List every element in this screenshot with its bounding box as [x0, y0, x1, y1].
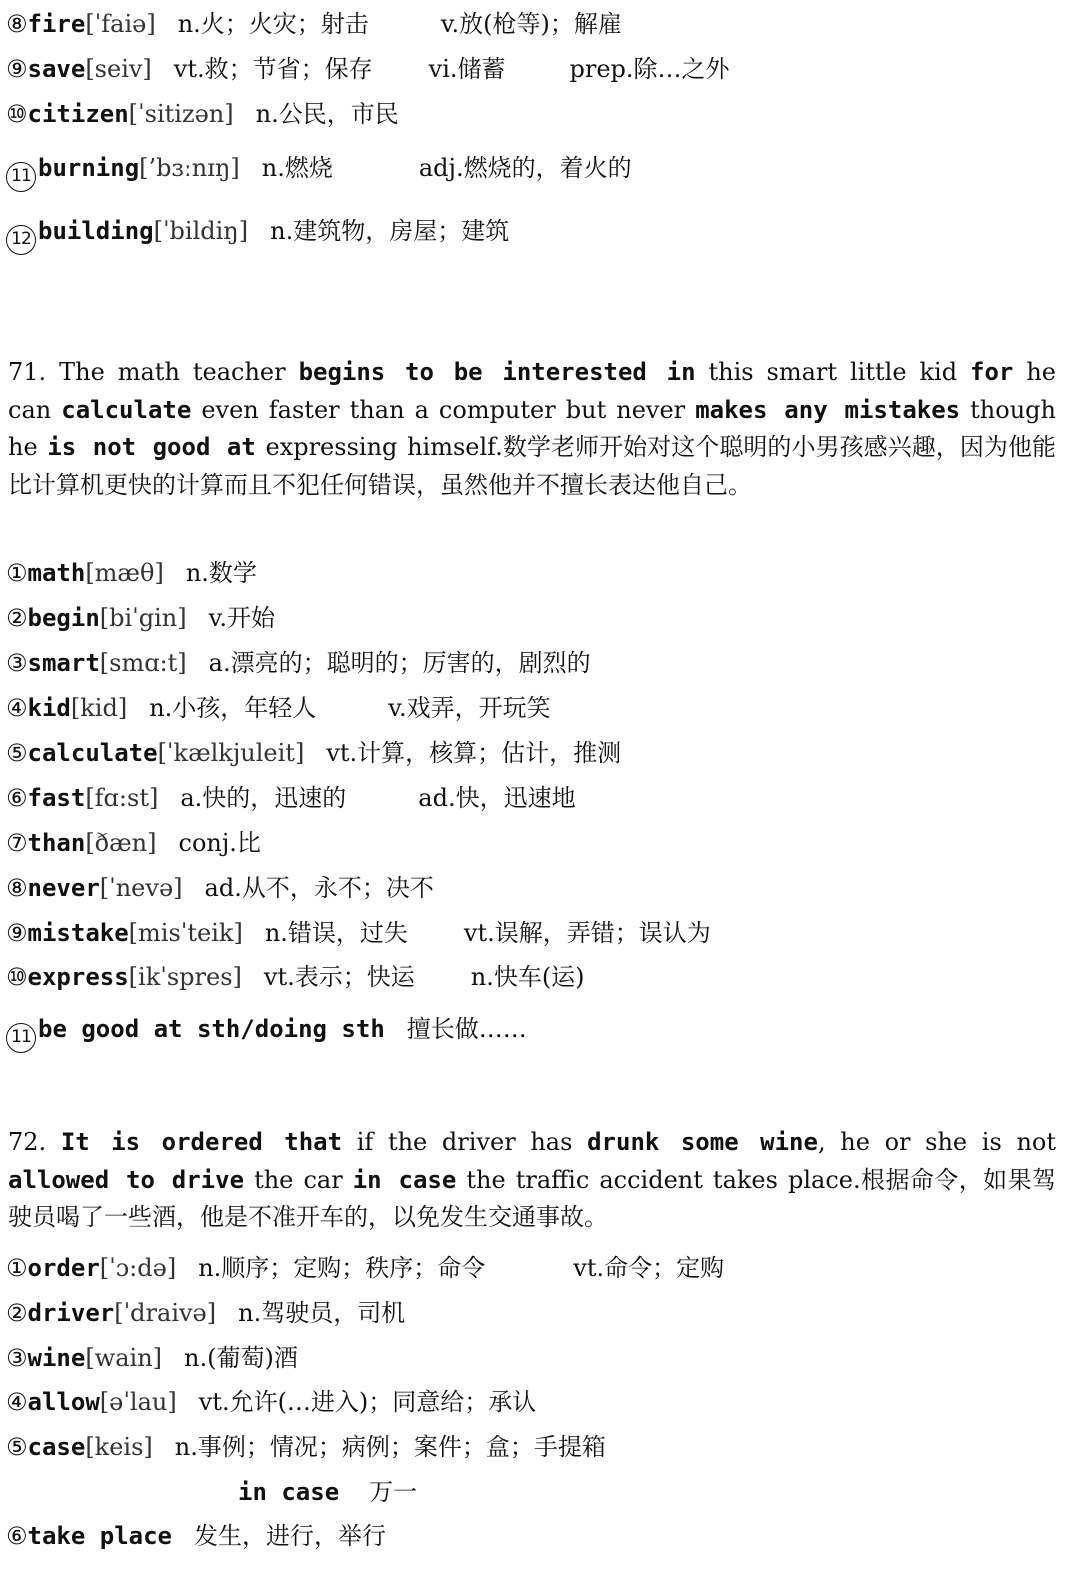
- entry-number: ②: [6, 1299, 28, 1327]
- vocab-entry: [6, 1521, 386, 1551]
- entry-number: ⑥: [6, 1522, 28, 1550]
- entry-word: mistake: [27, 919, 129, 947]
- vocab-entry: [6, 962, 585, 992]
- entry-word: fire: [27, 10, 86, 38]
- entry-number-circle: 11: [6, 162, 36, 192]
- entry-number: ⑨: [6, 55, 28, 83]
- entry-definition: v.放(枪等)；解雇: [440, 10, 622, 38]
- sentence-71: [8, 354, 1056, 504]
- key-phrase: allowed to drive: [8, 1165, 245, 1194]
- entry-phonetic: [ˈfaiə]: [85, 10, 156, 38]
- vocab-entry: [6, 54, 730, 84]
- entry-word: than: [27, 829, 86, 857]
- entry-phonetic: [fɑ:st]: [85, 784, 159, 812]
- sentence-text: 72.: [8, 1128, 61, 1156]
- sentence-text: this smart little kid: [695, 358, 971, 386]
- entry-number-circle: 11: [6, 1023, 36, 1053]
- sentence-text: the car: [244, 1165, 353, 1194]
- vocab-entry: [6, 1343, 298, 1373]
- key-phrase: in case: [352, 1165, 457, 1194]
- entry-definition: n.燃烧: [261, 154, 333, 182]
- key-phrase: begins to be interested in: [298, 358, 696, 386]
- entry-phonetic: [keis]: [85, 1433, 153, 1461]
- entry-definition: n.快车(运): [470, 963, 585, 991]
- vocab-entry: [6, 1014, 527, 1053]
- entry-word: wine: [27, 1344, 86, 1372]
- key-phrase: makes any mistakes: [695, 395, 961, 424]
- entry-word: building: [38, 217, 154, 245]
- vocab-entry: [6, 153, 632, 192]
- entry-phonetic: [ðæn]: [85, 829, 157, 857]
- entry-number: ②: [6, 604, 28, 632]
- entry-number: ⑦: [6, 829, 28, 857]
- entry-definition: adj.燃烧的，着火的: [418, 154, 632, 182]
- entry-definition: conj.比: [178, 829, 261, 857]
- entry-definition: n.数学: [185, 559, 257, 587]
- phrase-subentry: [238, 1477, 417, 1507]
- entry-definition: vt.命令；定购: [573, 1254, 725, 1282]
- entry-number: ⑥: [6, 784, 28, 812]
- entry-word: smart: [27, 649, 100, 677]
- entry-phonetic: [kid]: [70, 694, 128, 722]
- sentence-text: if the driver has: [342, 1128, 588, 1156]
- entry-word: calculate: [27, 739, 158, 767]
- entry-phonetic: [əˈlau]: [99, 1388, 177, 1416]
- entry-definition: n.小孩，年轻人: [149, 694, 317, 722]
- entry-definition: vt.允许(…进入)；同意给；承认: [198, 1388, 537, 1416]
- entry-definition: prep.除…之外: [569, 55, 730, 83]
- entry-word: fast: [27, 784, 86, 812]
- vocab-entry: [6, 99, 399, 129]
- vocab-entry: [6, 693, 551, 723]
- entry-phonetic: [mæθ]: [85, 559, 164, 587]
- key-phrase: calculate: [61, 395, 192, 424]
- sentence-text: expressing himself.数学老师开始对这个聪明的小男孩感兴趣，因为他能比计算机更快的计算而且不犯任何错误，虽然他并不擅长表达他自己。: [8, 433, 1056, 499]
- entry-word: order: [27, 1254, 100, 1282]
- key-phrase: is not good at: [47, 433, 256, 461]
- entry-phonetic: [’bɜːnɪŋ]: [139, 154, 240, 182]
- entry-phonetic: [ikˈspres]: [128, 963, 242, 991]
- phrase-definition: 万一: [369, 1478, 418, 1506]
- entry-definition: vt.表示；快运: [263, 963, 415, 991]
- entry-definition: n.事例；情况；病例；案件；盒；手提箱: [174, 1433, 606, 1461]
- vocab-entry: [6, 738, 621, 768]
- entry-phonetic: [wain]: [85, 1344, 163, 1372]
- entry-word: begin: [27, 604, 100, 632]
- entry-definition: n.驾驶员，司机: [238, 1299, 406, 1327]
- entry-word: be good at sth/doing sth: [38, 1015, 385, 1043]
- entry-phonetic: [ˈdraivə]: [114, 1299, 217, 1327]
- entry-number: ⑩: [6, 100, 28, 128]
- entry-number: ⑤: [6, 739, 28, 767]
- entry-definition: v.戏弄，开玩笑: [388, 694, 551, 722]
- key-phrase: drunk some wine: [587, 1128, 818, 1156]
- sentence-text: 71. The math teacher: [8, 358, 299, 386]
- vocab-entry: [6, 1298, 405, 1328]
- entry-number: ④: [6, 694, 28, 722]
- vocab-entry: [6, 216, 509, 255]
- entry-definition: vt.救；节省；保存: [173, 55, 373, 83]
- vocab-entry: [6, 558, 257, 588]
- vocab-entry: [6, 9, 622, 39]
- entry-number: ⑧: [6, 874, 28, 902]
- entry-word: take place: [27, 1522, 173, 1550]
- entry-definition: v.开始: [208, 604, 275, 632]
- entry-definition: n.顺序；定购；秩序；命令: [198, 1254, 486, 1282]
- entry-number: ③: [6, 649, 28, 677]
- entry-word: express: [27, 963, 129, 991]
- entry-number: ⑨: [6, 919, 28, 947]
- entry-definition: n.建筑物，房屋；建筑: [270, 217, 510, 245]
- sentence-text: , he or she is not: [817, 1128, 1057, 1156]
- entry-definition: n.火；火灾；射击: [177, 10, 369, 38]
- entry-number: ⑧: [6, 10, 28, 38]
- entry-word: save: [27, 55, 86, 83]
- phrase-word: in case: [238, 1478, 340, 1506]
- entry-phonetic: [ˈnevə]: [99, 874, 183, 902]
- sentence-text: the traffic accident takes place.根据命令，如果驾驶员喝了一些酒，他是不准开车的，以免发生交通事故。: [8, 1165, 1056, 1231]
- entry-number: ①: [6, 559, 28, 587]
- entry-word: citizen: [27, 100, 129, 128]
- entry-phonetic: [ˈɔ:də]: [99, 1254, 177, 1282]
- entry-number: ⑩: [6, 963, 28, 991]
- entry-word: burning: [38, 154, 140, 182]
- vocab-entry: [6, 1387, 536, 1417]
- entry-definition: vt.误解，弄错；误认为: [463, 919, 711, 947]
- entry-phonetic: [ˈkælkjuleit]: [157, 739, 305, 767]
- vocab-entry: [6, 783, 576, 813]
- entry-definition: ad.快，迅速地: [418, 784, 576, 812]
- sentence-text: though he: [8, 395, 1056, 461]
- sentence-72: [8, 1124, 1056, 1237]
- entry-number: ⑤: [6, 1433, 28, 1461]
- entry-word: kid: [27, 694, 71, 722]
- entry-definition: vi.储蓄: [428, 55, 506, 83]
- entry-number: ①: [6, 1254, 28, 1282]
- entry-phonetic: [smɑ:t]: [99, 649, 187, 677]
- entry-definition: 擅长做……: [406, 1015, 527, 1043]
- vocab-entry: [6, 873, 434, 903]
- vocab-entry: [6, 1432, 606, 1462]
- entry-phonetic: [ˈsitizən]: [128, 100, 234, 128]
- key-phrase: for: [970, 358, 1014, 386]
- entry-word: math: [27, 559, 86, 587]
- entry-number-circle: 12: [6, 225, 36, 255]
- entry-definition: n.公民，市民: [255, 100, 399, 128]
- entry-number: ④: [6, 1388, 28, 1416]
- sentence-text: even faster than a computer but never: [191, 395, 696, 424]
- vocab-entry: [6, 918, 711, 948]
- entry-definition: ad.从不，永不；决不: [204, 874, 434, 902]
- entry-word: driver: [27, 1299, 115, 1327]
- key-phrase: It is ordered that: [60, 1128, 343, 1156]
- entry-definition: a.漂亮的；聪明的；厉害的，剧烈的: [208, 649, 591, 677]
- entry-number: ③: [6, 1344, 28, 1372]
- sentence-text: he can: [8, 358, 1057, 424]
- entry-word: never: [27, 874, 100, 902]
- entry-phonetic: [seiv]: [85, 55, 152, 83]
- entry-definition: 发生，进行，举行: [194, 1522, 387, 1550]
- vocab-entry: [6, 828, 261, 858]
- entry-word: allow: [27, 1388, 100, 1416]
- entry-phonetic: [misˈteik]: [128, 919, 243, 947]
- vocab-entry: [6, 1253, 724, 1283]
- vocab-entry: [6, 648, 591, 678]
- entry-definition: n.错误，过失: [264, 919, 408, 947]
- entry-definition: vt.计算，核算；估计，推测: [326, 739, 622, 767]
- vocab-entry: [6, 603, 275, 633]
- entry-word: case: [27, 1433, 86, 1461]
- entry-definition: a.快的，迅速的: [180, 784, 347, 812]
- entry-phonetic: [biˈgin]: [99, 604, 187, 632]
- entry-phonetic: [ˈbildiŋ]: [153, 217, 249, 245]
- entry-definition: n.(葡萄)酒: [184, 1344, 298, 1372]
